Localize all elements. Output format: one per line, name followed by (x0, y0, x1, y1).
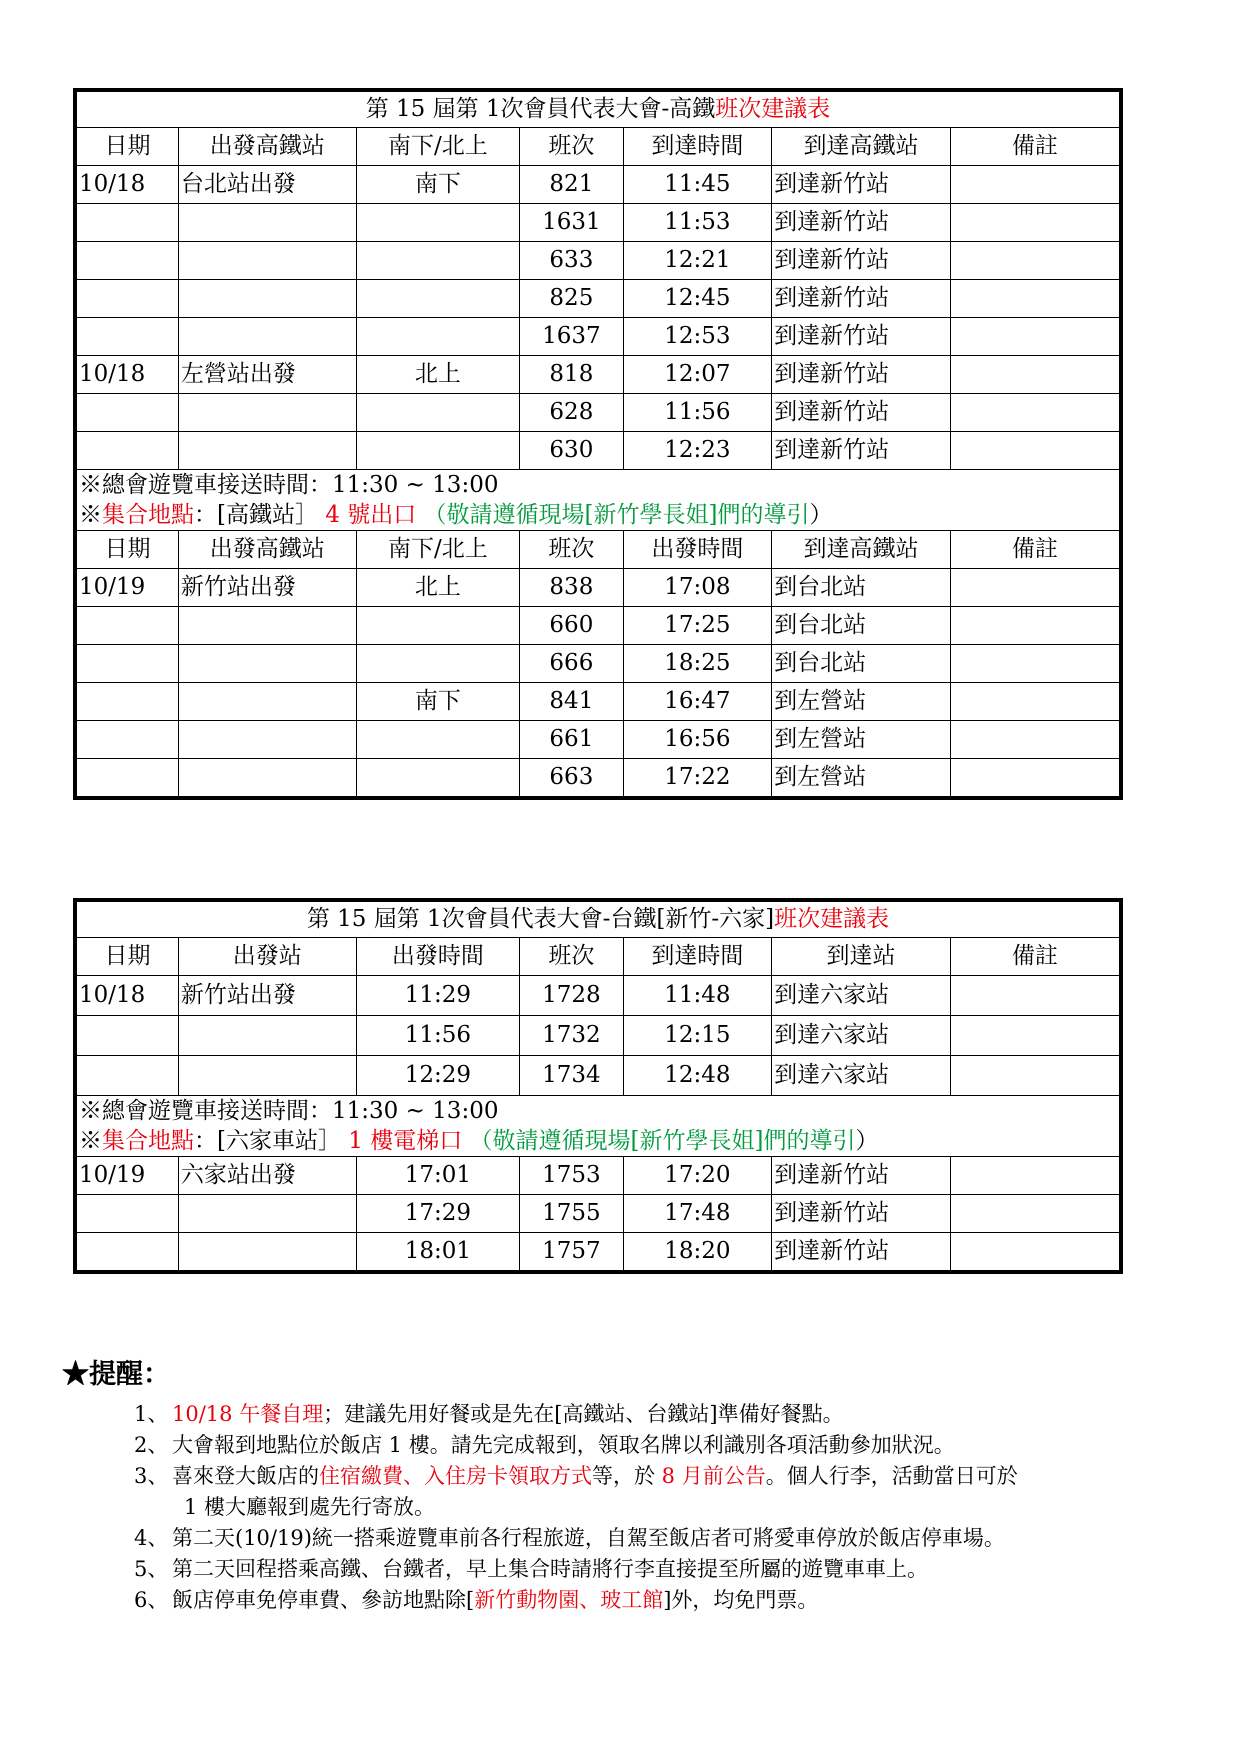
cell-time: 12:53 (623, 318, 772, 356)
reminder-number: 4、 (134, 1526, 169, 1550)
cell-time: 17:20 (623, 1157, 772, 1195)
table-row (75, 166, 1121, 204)
table-row (75, 976, 1121, 1016)
cell-train-no: 1637 (520, 318, 623, 356)
cell-arrival-station: 到左營站 (772, 759, 951, 799)
meeting-point-note2-mid: ：[六家車站］ (194, 1127, 341, 1154)
table-row (75, 280, 1121, 318)
cell-direction (356, 394, 520, 432)
cell-train-no: 1732 (520, 1016, 623, 1056)
cell-direction: 12:29 (356, 1056, 520, 1096)
header-station: 出發高鐵站 (178, 128, 356, 166)
header-time: 出發時間 (623, 531, 772, 569)
cell-remark (950, 1157, 1121, 1195)
reminder-item (62, 1492, 1182, 1523)
cell-direction (356, 721, 520, 759)
cell-direction (356, 645, 520, 683)
cell-arrival-station: 到台北站 (772, 607, 951, 645)
cell-remark (950, 645, 1121, 683)
cell-remark (950, 1056, 1121, 1096)
cell-station (178, 1056, 356, 1096)
cell-station: 台北站出發 (178, 166, 356, 204)
reminder-heading: ★提醒： (62, 1359, 170, 1390)
reminder-text: 新竹動物園、玻工館 (474, 1588, 664, 1612)
cell-train-no: 1734 (520, 1056, 623, 1096)
cell-date: 10/18 (75, 166, 178, 204)
shuttle-time-note (75, 1096, 1121, 1127)
title-text: 第 15 屆第 1次會員代表大會-台鐵[新竹-六家] (306, 906, 775, 932)
cell-arrival-station: 到達六家站 (772, 1056, 951, 1096)
cell-remark (950, 394, 1121, 432)
cell-arrival-station: 到左營站 (772, 683, 951, 721)
cell-time: 16:47 (623, 683, 772, 721)
cell-date (75, 394, 178, 432)
reminder-text: 第二天(10/19)統一搭乘遊覽車前各行程旅遊，自駕至飯店者可將愛車停放於飯店停車場。 (172, 1526, 1005, 1550)
reminder-number: 5、 (134, 1557, 169, 1581)
shuttle-time-text: ※總會遊覽車接送時間：11:30 ~ 13:00 (75, 470, 1121, 501)
meeting-point-note2-red1: 集合地點 (102, 501, 194, 528)
cell-arrival-station: 到達新竹站 (772, 242, 951, 280)
cell-direction (356, 432, 520, 470)
cell-arrival-station: 到達新竹站 (772, 166, 951, 204)
table-row (75, 569, 1121, 607)
title-highlight: 班次建議表 (774, 906, 890, 932)
cell-date (75, 683, 178, 721)
cell-remark (950, 569, 1121, 607)
cell-time: 12:07 (623, 356, 772, 394)
meeting-point-note2-prefix: ※ (79, 1127, 102, 1154)
cell-date (75, 607, 178, 645)
reminder-text: 。個人行李，活動當日可於 (765, 1464, 1018, 1488)
reminder-number: 3、 (134, 1464, 169, 1488)
table-row (75, 394, 1121, 432)
table-row (75, 759, 1121, 799)
cell-date (75, 1195, 178, 1233)
cell-time: 11:45 (623, 166, 772, 204)
shuttle-time-note (75, 470, 1121, 501)
reminder-item (62, 1430, 1182, 1461)
cell-train-no: 825 (520, 280, 623, 318)
cell-direction: 17:29 (356, 1195, 520, 1233)
meeting-point-note2-end: ） (809, 501, 833, 528)
reminder-text: 10/18 午餐自理 (172, 1402, 324, 1426)
reminder-item (62, 1585, 1182, 1616)
meeting-point-note2-red1: 集合地點 (102, 1127, 194, 1154)
cell-arrival-station: 到達新竹站 (772, 318, 951, 356)
reminder-item (62, 1461, 1182, 1492)
cell-train-no: 1631 (520, 204, 623, 242)
table-header-row (75, 531, 1121, 569)
meeting-point-note2-green: （敬請遵循現場[新竹學長姐]們的導引 (462, 1127, 856, 1154)
meeting-point-note2-red2: 1 樓電梯口 (340, 1127, 463, 1154)
table-row (75, 683, 1121, 721)
reminder-text: 8 月前公告 (655, 1464, 766, 1488)
cell-train-no: 1753 (520, 1157, 623, 1195)
table-header-row (75, 938, 1121, 976)
cell-train-no: 663 (520, 759, 623, 799)
cell-train-no: 666 (520, 645, 623, 683)
cell-remark (950, 759, 1121, 799)
cell-remark (950, 204, 1121, 242)
table-row (75, 645, 1121, 683)
cell-time: 11:56 (623, 394, 772, 432)
cell-date: 10/18 (75, 976, 178, 1016)
cell-station (178, 607, 356, 645)
cell-date (75, 242, 178, 280)
reminder-number: 1、 (134, 1402, 169, 1426)
cell-remark (950, 242, 1121, 280)
table-row (75, 318, 1121, 356)
cell-direction: 北上 (356, 569, 520, 607)
cell-direction (356, 759, 520, 799)
reminder-number: 2、 (134, 1433, 169, 1457)
cell-time: 11:48 (623, 976, 772, 1016)
meeting-point-note (75, 500, 1121, 531)
cell-direction: 17:01 (356, 1157, 520, 1195)
cell-station: 新竹站出發 (178, 569, 356, 607)
reminder-text: 飯店停車免停車費、參訪地點除[ (172, 1588, 475, 1612)
table-row (75, 204, 1121, 242)
cell-remark (950, 1233, 1121, 1273)
cell-station: 六家站出發 (178, 1157, 356, 1195)
cell-arrival-station: 到達新竹站 (772, 356, 951, 394)
cell-arrival-station: 到左營站 (772, 721, 951, 759)
cell-remark (950, 683, 1121, 721)
reminder-number: 6、 (134, 1588, 169, 1612)
table-row (75, 1157, 1121, 1195)
cell-time: 12:15 (623, 1016, 772, 1056)
cell-train-no: 841 (520, 683, 623, 721)
cell-arrival-station: 到達新竹站 (772, 1233, 951, 1273)
cell-date (75, 204, 178, 242)
cell-remark (950, 1016, 1121, 1056)
reminder-text: 住宿繳費、入住房卡領取方式 (319, 1464, 592, 1488)
meeting-point-note2-green: （敬請遵循現場[新竹學長姐]們的導引 (416, 501, 810, 528)
header-remark: 備註 (950, 128, 1121, 166)
header-arrival-station: 到達高鐵站 (772, 128, 951, 166)
cell-train-no: 818 (520, 356, 623, 394)
table-row (75, 1195, 1121, 1233)
meeting-point-note2-mid: ：[高鐵站］ (194, 501, 318, 528)
cell-train-no: 838 (520, 569, 623, 607)
cell-train-no: 630 (520, 432, 623, 470)
cell-arrival-station: 到達新竹站 (772, 432, 951, 470)
cell-arrival-station: 到達新竹站 (772, 1195, 951, 1233)
reminder-text: 喜來登大飯店的 (172, 1464, 319, 1488)
meeting-point-note2-prefix: ※ (79, 501, 102, 528)
cell-arrival-station: 到達六家站 (772, 1016, 951, 1056)
cell-time: 17:48 (623, 1195, 772, 1233)
cell-direction: 11:56 (356, 1016, 520, 1056)
table-row (75, 721, 1121, 759)
hsr-table-title (75, 90, 1121, 128)
table-header-row (75, 128, 1121, 166)
cell-station (178, 280, 356, 318)
reminder-item (62, 1523, 1182, 1554)
cell-time: 18:20 (623, 1233, 772, 1273)
cell-direction (356, 242, 520, 280)
meeting-point-note2-red2: 4 號出口 (317, 501, 417, 528)
reminder-list (62, 1399, 1182, 1616)
cell-direction (356, 280, 520, 318)
meeting-point-text (75, 1126, 1121, 1157)
cell-date (75, 1016, 178, 1056)
reminder-text: 1 樓大廳報到處先行寄放。 (184, 1495, 436, 1519)
cell-date (75, 432, 178, 470)
cell-direction: 11:29 (356, 976, 520, 1016)
reminder-item (62, 1554, 1182, 1585)
cell-arrival-station: 到台北站 (772, 645, 951, 683)
reminder-section (62, 1352, 1182, 1616)
cell-train-no: 1728 (520, 976, 623, 1016)
cell-arrival-station: 到台北站 (772, 569, 951, 607)
cell-direction (356, 607, 520, 645)
cell-arrival-station: 到達新竹站 (772, 1157, 951, 1195)
meeting-point-text (75, 500, 1121, 531)
header-train-no: 班次 (520, 938, 623, 976)
reminder-text: ]外，均免門票。 (663, 1588, 819, 1612)
cell-station (178, 683, 356, 721)
cell-arrival-station: 到達六家站 (772, 976, 951, 1016)
cell-remark (950, 166, 1121, 204)
cell-station (178, 1016, 356, 1056)
cell-train-no: 633 (520, 242, 623, 280)
cell-date (75, 721, 178, 759)
cell-time: 12:21 (623, 242, 772, 280)
header-time: 到達時間 (623, 938, 772, 976)
title-highlight: 班次建議表 (715, 96, 831, 122)
header-direction: 南下/北上 (356, 531, 520, 569)
cell-remark (950, 721, 1121, 759)
cell-station (178, 394, 356, 432)
cell-direction: 北上 (356, 356, 520, 394)
cell-date: 10/19 (75, 1157, 178, 1195)
reminder-text: 大會報到地點位於飯店 1 樓。請先完成報到，領取名牌以利識別各項活動參加狀況。 (172, 1433, 955, 1457)
header-train-no: 班次 (520, 128, 623, 166)
cell-direction: 南下 (356, 683, 520, 721)
cell-arrival-station: 到達新竹站 (772, 204, 951, 242)
reminder-text: 等，於 (592, 1464, 655, 1488)
cell-direction (356, 318, 520, 356)
header-remark: 備註 (950, 938, 1121, 976)
header-date: 日期 (75, 938, 178, 976)
cell-station: 新竹站出發 (178, 976, 356, 1016)
table-row (75, 607, 1121, 645)
cell-station (178, 318, 356, 356)
cell-time: 17:08 (623, 569, 772, 607)
tra-table-title (75, 900, 1121, 938)
tra-schedule-table (73, 898, 1123, 1274)
header-remark: 備註 (950, 531, 1121, 569)
table-row (75, 1056, 1121, 1096)
cell-remark (950, 280, 1121, 318)
header-station: 出發站 (178, 938, 356, 976)
cell-arrival-station: 到達新竹站 (772, 394, 951, 432)
cell-time: 17:25 (623, 607, 772, 645)
cell-remark (950, 356, 1121, 394)
header-time: 到達時間 (623, 128, 772, 166)
cell-date: 10/19 (75, 569, 178, 607)
cell-date (75, 759, 178, 799)
cell-station (178, 242, 356, 280)
cell-station (178, 432, 356, 470)
header-direction: 出發時間 (356, 938, 520, 976)
cell-train-no: 660 (520, 607, 623, 645)
meeting-point-note2-end: ） (855, 1127, 879, 1154)
reminder-text: ；建議先用好餐或是先在[高鐵站、台鐵站]準備好餐點。 (323, 1402, 844, 1426)
reminder-item (62, 1399, 1182, 1430)
header-date: 日期 (75, 531, 178, 569)
meeting-point-note (75, 1126, 1121, 1157)
cell-remark (950, 607, 1121, 645)
cell-date (75, 1233, 178, 1273)
cell-time: 18:25 (623, 645, 772, 683)
cell-arrival-station: 到達新竹站 (772, 280, 951, 318)
cell-date (75, 318, 178, 356)
cell-remark (950, 1195, 1121, 1233)
cell-station: 左營站出發 (178, 356, 356, 394)
cell-time: 11:53 (623, 204, 772, 242)
table-row (75, 242, 1121, 280)
cell-date (75, 280, 178, 318)
cell-train-no: 821 (520, 166, 623, 204)
cell-direction: 18:01 (356, 1233, 520, 1273)
cell-station (178, 1195, 356, 1233)
cell-remark (950, 318, 1121, 356)
cell-remark (950, 976, 1121, 1016)
cell-station (178, 759, 356, 799)
reminder-text: 第二天回程搭乘高鐵、台鐵者，早上集合時請將行李直接提至所屬的遊覽車車上。 (172, 1557, 928, 1581)
cell-train-no: 1757 (520, 1233, 623, 1273)
header-train-no: 班次 (520, 531, 623, 569)
shuttle-time-text: ※總會遊覽車接送時間：11:30 ~ 13:00 (75, 1096, 1121, 1127)
cell-station (178, 645, 356, 683)
table-row (75, 1233, 1121, 1273)
title-text: 第 15 屆第 1次會員代表大會-高鐵 (365, 96, 716, 122)
table-row (75, 356, 1121, 394)
cell-train-no: 661 (520, 721, 623, 759)
cell-date: 10/18 (75, 356, 178, 394)
table-row (75, 432, 1121, 470)
cell-direction: 南下 (356, 166, 520, 204)
cell-time: 12:45 (623, 280, 772, 318)
cell-time: 12:48 (623, 1056, 772, 1096)
header-station: 出發高鐵站 (178, 531, 356, 569)
cell-time: 17:22 (623, 759, 772, 799)
cell-direction (356, 204, 520, 242)
header-direction: 南下/北上 (356, 128, 520, 166)
header-arrival-station: 到達站 (772, 938, 951, 976)
cell-station (178, 204, 356, 242)
cell-train-no: 628 (520, 394, 623, 432)
cell-station (178, 1233, 356, 1273)
cell-date (75, 645, 178, 683)
table-row (75, 1016, 1121, 1056)
header-arrival-station: 到達高鐵站 (772, 531, 951, 569)
cell-train-no: 1755 (520, 1195, 623, 1233)
cell-time: 12:23 (623, 432, 772, 470)
cell-date (75, 1056, 178, 1096)
cell-station (178, 721, 356, 759)
hsr-schedule-table (73, 88, 1123, 800)
header-date: 日期 (75, 128, 178, 166)
cell-remark (950, 432, 1121, 470)
cell-time: 16:56 (623, 721, 772, 759)
